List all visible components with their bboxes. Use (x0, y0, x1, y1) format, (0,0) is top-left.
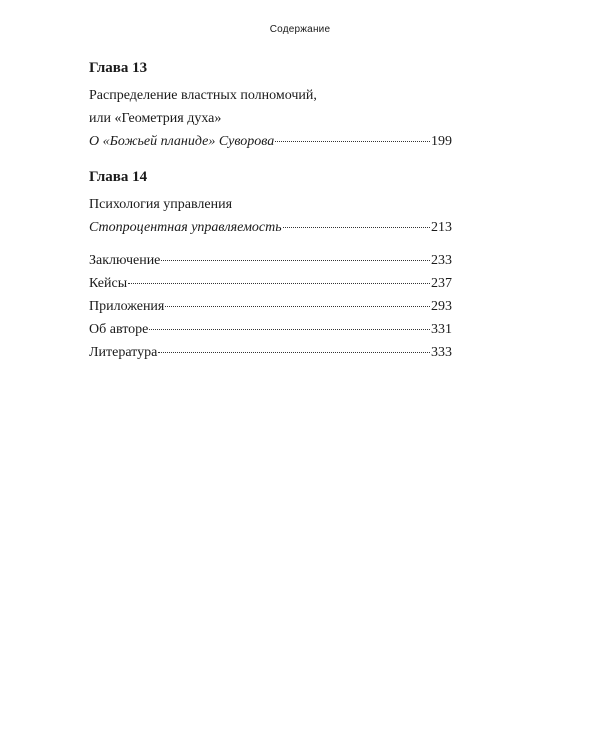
chapter-title-line: Распределение властных полномочий, (89, 88, 317, 103)
toc-entry-page: 233 (431, 253, 452, 268)
toc-entry-label: Заключение (89, 253, 161, 268)
toc-entry-label: Кейсы (89, 276, 128, 291)
dot-leader (283, 227, 430, 228)
dot-leader (149, 329, 430, 330)
toc-entry-label: О «Божьей планиде» Суворова (89, 134, 275, 149)
toc-entry[interactable] (89, 132, 452, 151)
toc-entry[interactable] (89, 218, 452, 237)
toc-entry-about-author[interactable] (89, 320, 452, 339)
toc-entry-label: Приложения (89, 299, 165, 314)
toc-entry-page: 213 (431, 220, 452, 235)
chapter-title-line: или «Геометрия духа» (89, 111, 222, 126)
chapter-heading: Глава 13 (89, 60, 148, 76)
dot-leader (128, 283, 430, 284)
toc-entry-page: 331 (431, 322, 452, 337)
toc-entry-appendices[interactable] (89, 297, 452, 316)
toc-entry-page: 293 (431, 299, 452, 314)
dot-leader (158, 352, 430, 353)
toc-entry-literature[interactable] (89, 343, 452, 362)
toc-entry-page: 199 (431, 134, 452, 149)
running-head: Содержание (269, 24, 331, 35)
toc-entry-page: 237 (431, 276, 452, 291)
toc-entry-label: Об авторе (89, 322, 149, 337)
toc-entry-cases[interactable] (89, 274, 452, 293)
back-matter (89, 251, 452, 362)
dot-leader (161, 260, 430, 261)
toc-entry-conclusion[interactable] (89, 251, 452, 270)
chapter-title-line: Психология управления (89, 197, 233, 212)
toc-entry-label: Литература (89, 345, 158, 360)
dot-leader (165, 306, 430, 307)
chapter-heading: Глава 14 (89, 169, 148, 185)
table-of-contents (89, 58, 452, 366)
toc-entry-page: 333 (431, 345, 452, 360)
chapter-13 (89, 58, 452, 151)
dot-leader (275, 141, 430, 142)
chapter-14 (89, 167, 452, 237)
toc-entry-label: Стопроцентная управляемость (89, 220, 282, 235)
